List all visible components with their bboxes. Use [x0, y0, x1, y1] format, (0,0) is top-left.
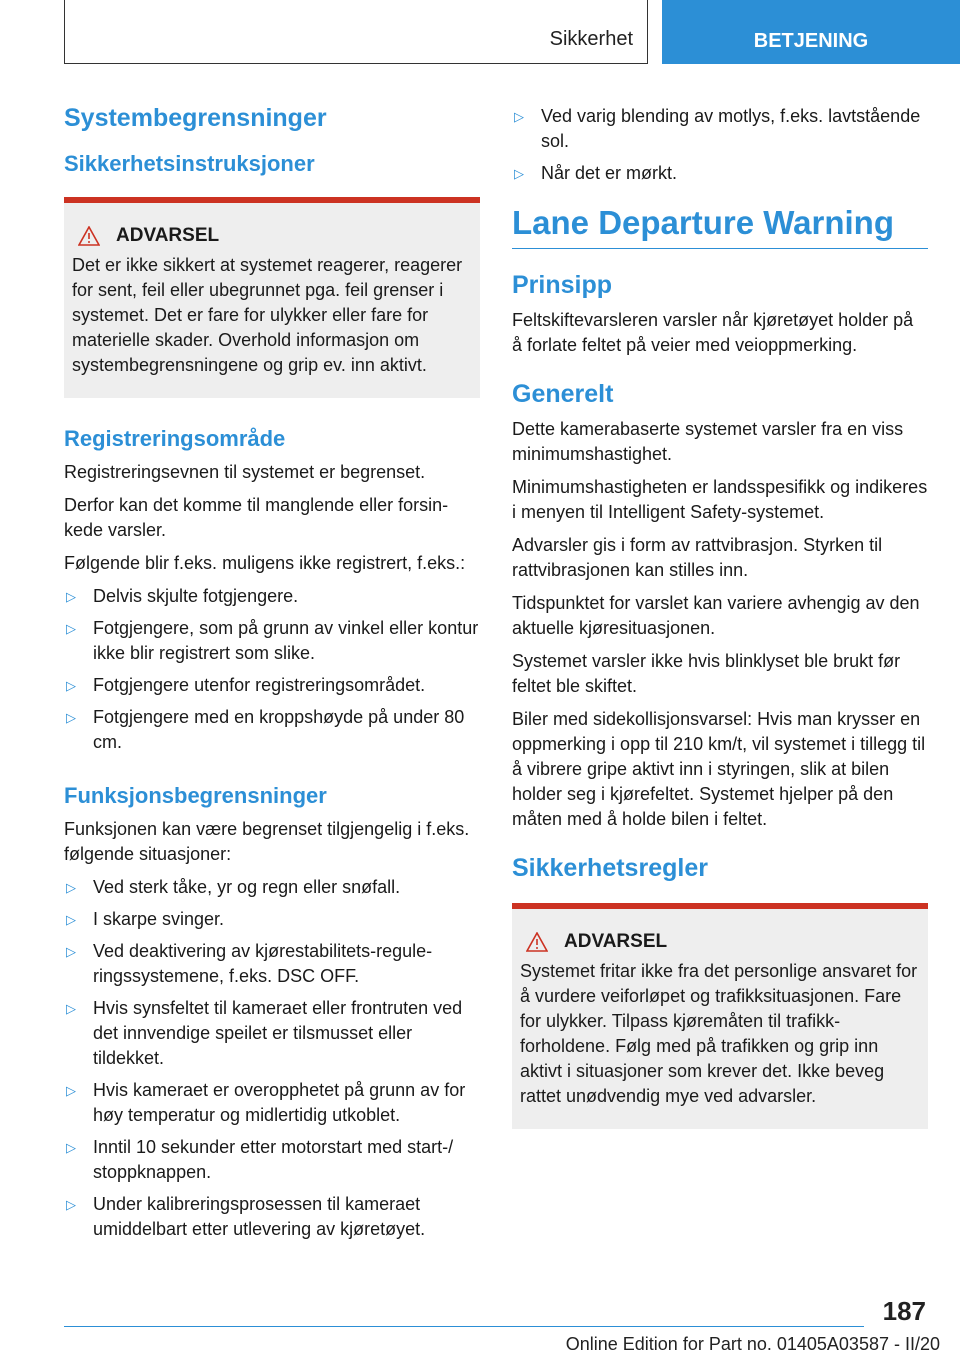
warning-header — [72, 225, 472, 247]
heading-sikkerhetsregler: Sikkerhetsregler — [512, 854, 708, 882]
left-column — [64, 96, 480, 1249]
paragraph: Funksjonen kan være begrenset tilgjengelig i f.eks. følgende situasjoner: — [64, 819, 470, 864]
footer-divider — [64, 1326, 864, 1327]
list-item — [64, 1135, 480, 1185]
list-item — [64, 875, 480, 900]
heading-prinsipp: Prinsipp — [512, 271, 613, 299]
triangle-bullet-icon: ▷ — [66, 621, 76, 636]
page-number: 187 — [882, 1296, 926, 1326]
list-item-text: Hvis synsfeltet til kameraet eller frontruten ved det innvendige speilet er tilsmusset eller tildekket. — [93, 998, 463, 1068]
bullet-list — [64, 584, 480, 755]
list-item-text: Hvis kameraet er overopphetet på grunn av for høy temperatur og midlertidig utkoblet. — [93, 1080, 466, 1125]
triangle-bullet-icon: ▷ — [514, 109, 524, 124]
triangle-bullet-icon: ▷ — [66, 589, 76, 604]
warning-box — [512, 903, 928, 1129]
list-item-text: Fotgjengere med en kroppshøyde på under 80 cm. — [93, 707, 465, 752]
paragraph: Følgende blir f.eks. muligens ikke registrert, f.eks.: — [64, 553, 466, 573]
section-heading-sikkerhet: Sikkerhetsinstruksjoner — [64, 151, 315, 176]
paragraph: Dette kamerabaserte systemet varsler fra en viss minimumshastighet. — [512, 419, 904, 464]
list-item-text: Ved deaktivering av kjørestabilitets-reguleringssystemene, f.eks. DSC OFF. — [93, 941, 433, 986]
list-item — [64, 996, 480, 1071]
section-title: Sikkerhet — [549, 28, 633, 50]
bullet-list — [512, 104, 928, 186]
triangle-bullet-icon: ▷ — [66, 1197, 76, 1212]
bullet-list — [64, 875, 480, 1242]
paragraph: Advarsler gis i form av rattvibrasjon. Styrken til rattvibrasjonen kan stilles inn. — [512, 535, 883, 580]
triangle-bullet-icon: ▷ — [66, 912, 76, 927]
list-item-text: Under kalibreringsprosessen til kameraet umiddelbart etter utlevering av kjøretøyet. — [93, 1194, 426, 1239]
list-item-text: Ved sterk tåke, yr og regn eller snøfall. — [93, 877, 401, 897]
page-title: Systembegrensninger — [64, 104, 327, 132]
warning-label: ADVARSEL — [116, 225, 220, 246]
list-item-text: Ved varig blending av motlys, f.eks. lavtstående sol. — [541, 106, 921, 151]
list-item — [512, 161, 928, 186]
warning-header — [520, 931, 920, 953]
paragraph: Tidspunktet for varslet kan variere avhengig av den aktuelle kjøresituasjonen. — [512, 593, 920, 638]
heading-funksjonsbegrensninger: Funksjonsbegrensninger — [64, 783, 327, 808]
list-item — [64, 673, 480, 698]
list-item — [64, 939, 480, 989]
list-item-text: Delvis skjulte fotgjengere. — [93, 586, 299, 606]
chapter-title: Lane Departure Warning — [512, 204, 928, 249]
list-item — [64, 1078, 480, 1128]
warning-text: Systemet fritar ikke fra det personlige ansvaret for å vurdere veiforløpet og trafikksituasjonen. Fare for ulykker. Tilpass kjøremåten til trafikkforholdene. Følg med på trafikken og grip inn aktivt i situasjoner som krever det. Ikke beveg rattet unødvendig mye ved advarsler. — [520, 961, 918, 1106]
heading-registreringsomrade: Registreringsområde — [64, 426, 286, 451]
list-item-text: Fotgjengere utenfor registreringsområdet. — [93, 675, 426, 695]
warning-label: ADVARSEL — [564, 931, 668, 952]
warning-text: Det er ikke sikkert at systemet reagerer, reagerer for sent, feil eller ubegrunnet pga. feil grenser i systemet. Det er fare for ulykker eller fare for materielle skader. Overhold informasjon om systembegrensningene og grip ev. inn aktivt. — [72, 255, 463, 375]
list-item-text: Inntil 10 sekunder etter motorstart med start-/ stoppknappen. — [93, 1137, 454, 1182]
paragraph: Biler med sidekollisjonsvarsel: Hvis man krysser en oppmerking i opp til 210 km/t, vil systemet i tillegg til å vibrere gripe aktivt inn i styringen, slik at bilen holder seg i kjørefeltet. Systemet hjelper på den måten med å holde bilen i feltet. — [512, 709, 926, 829]
triangle-bullet-icon: ▷ — [66, 1140, 76, 1155]
paragraph: Feltskiftevarsleren varsler når kjøretøyet holder på å forlate feltet på veier med veioppmerking. — [512, 310, 914, 355]
chapter-tab[interactable]: BETJENING — [662, 0, 960, 64]
triangle-bullet-icon: ▷ — [66, 944, 76, 959]
list-item — [64, 705, 480, 755]
triangle-bullet-icon: ▷ — [66, 1001, 76, 1016]
list-item-text: I skarpe svinger. — [93, 909, 225, 929]
list-item — [512, 104, 928, 154]
triangle-bullet-icon: ▷ — [66, 710, 76, 725]
list-item — [64, 616, 480, 666]
footer-edition: Online Edition for Part no. 01405A03587 - II/20 — [565, 1334, 940, 1354]
triangle-bullet-icon: ▷ — [514, 166, 524, 181]
paragraph: Systemet varsler ikke hvis blinklyset ble brukt før feltet ble skiftet. — [512, 651, 901, 696]
list-item — [64, 1192, 480, 1242]
warning-triangle-icon — [78, 226, 100, 246]
triangle-bullet-icon: ▷ — [66, 880, 76, 895]
paragraph: Registreringsevnen til systemet er begrenset. — [64, 462, 426, 482]
list-item — [64, 584, 480, 609]
right-column — [512, 96, 928, 1137]
warning-box — [64, 197, 480, 398]
list-item — [64, 907, 480, 932]
triangle-bullet-icon: ▷ — [66, 1083, 76, 1098]
list-item-text: Når det er mørkt. — [541, 163, 678, 183]
list-item-text: Fotgjengere, som på grunn av vinkel eller kontur ikke blir registrert som slike. — [93, 618, 479, 663]
header-frame — [64, 0, 648, 64]
heading-generelt: Generelt — [512, 380, 614, 408]
paragraph: Minimumshastigheten er landsspesifikk og indikeres i menyen til Intelligent Safety-systemet. — [512, 477, 928, 522]
triangle-bullet-icon: ▷ — [66, 678, 76, 693]
warning-triangle-icon — [526, 932, 548, 952]
paragraph: Derfor kan det komme til manglende eller forsinkede varsler. — [64, 495, 449, 540]
